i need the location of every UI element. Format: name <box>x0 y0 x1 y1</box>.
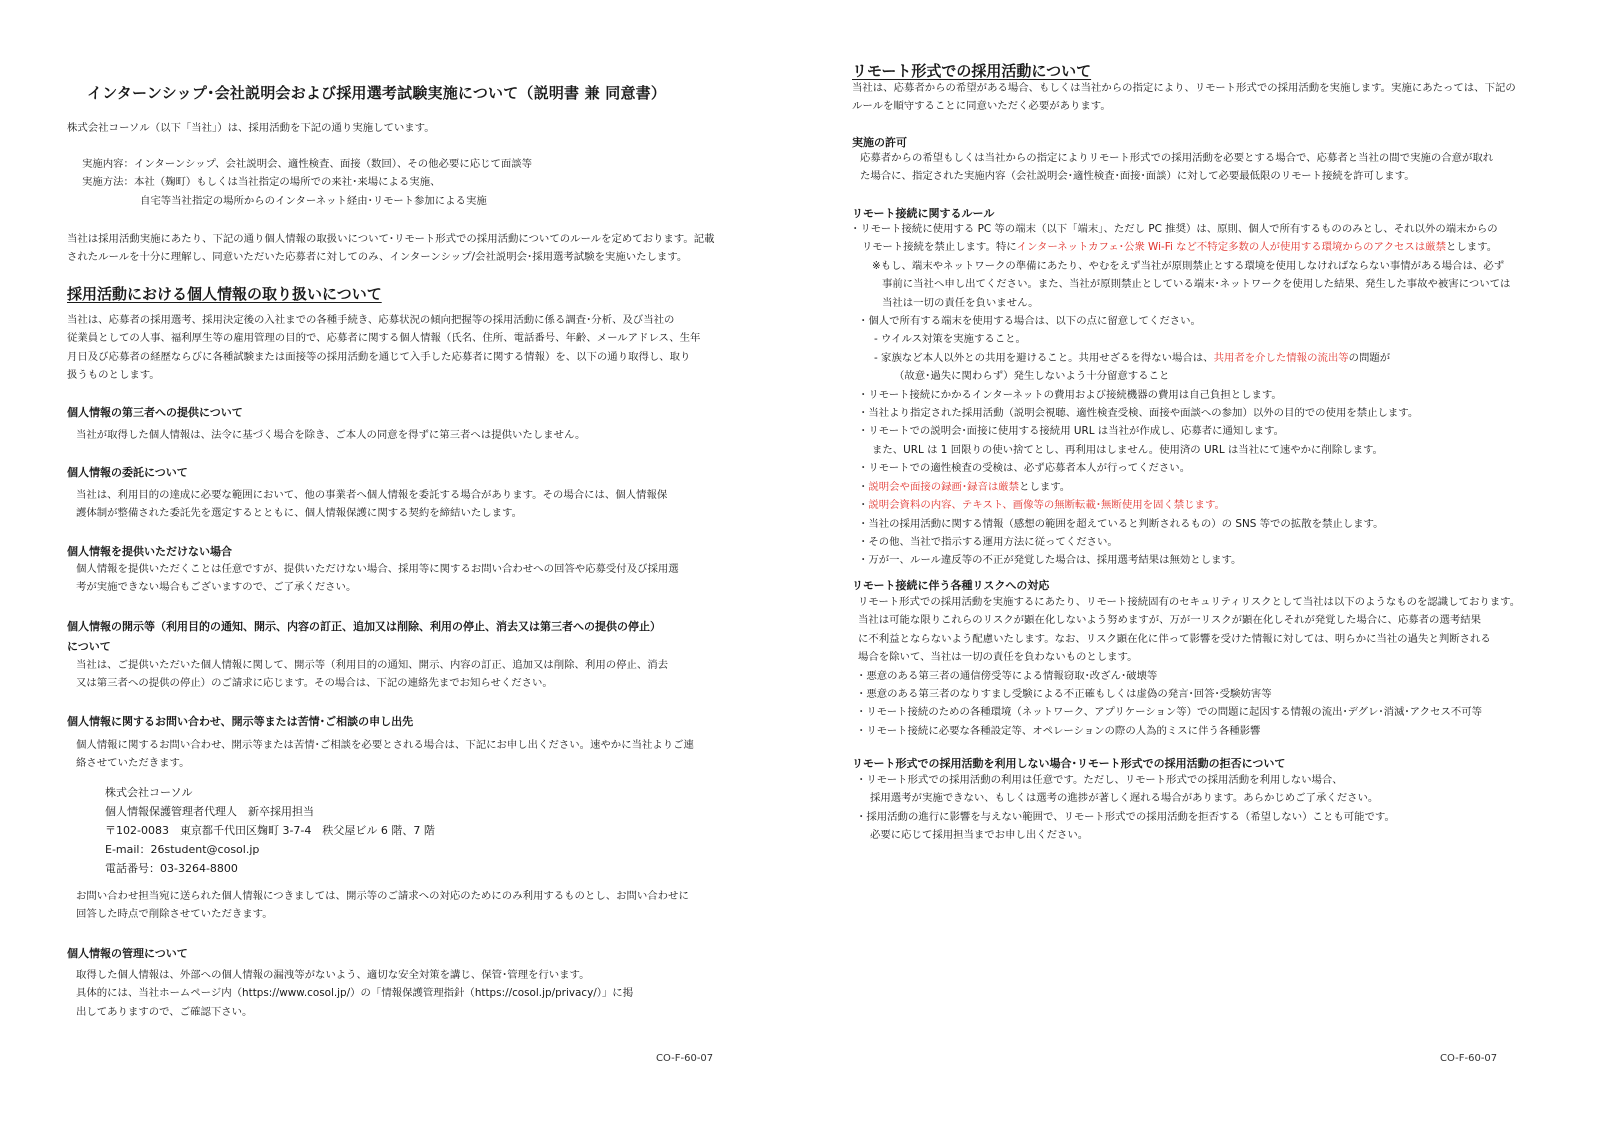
body-not-provided <box>76 560 679 597</box>
rule-8-emphasis: 説明会資料の内容、テキスト、画像等の無断転載･無断使用を固く禁じます。 <box>868 499 1225 512</box>
refuse-item-text: 採用活動の進行に影響を与えない範囲で、リモート形式での採用活動を拒否する（希望しない）ことも可能です。 <box>866 810 1395 823</box>
rule-1-emphasis: インターネットカフェ･公衆 Wi-Fi など不特定多数の人が使用する環境からのアクセスは厳禁 <box>1016 241 1446 254</box>
body-disclosure <box>76 656 668 693</box>
contact-manager: 個人情報保護管理者代理人 新卒採用担当 <box>105 805 314 818</box>
body-line: 具体的には、当社ホームページ内（https://www.cosol.jp/）の「情報保護管理指針（https://cosol.jp/privacy/）」に掲 <box>76 987 634 1000</box>
rule-2 <box>850 312 1510 330</box>
body-line: リモート形式での採用活動を実施するにあたり、リモート接続固有のセキュリティリスクとして当社は以下のようなものを認識しております。 <box>858 596 1521 608</box>
heading-disclosure <box>67 617 661 657</box>
risk-item-text: リモート接続に必要な各種設定等、オペレーションの際の人為的ミスに伴う各種影響 <box>866 724 1261 737</box>
impl-method: 実施方法：本社（麹町）もしくは当社指定の場所での来社･来場による実施、 <box>82 176 441 189</box>
heading-third-party: 個人情報の第三者への提供について <box>67 406 243 419</box>
rule-6 <box>850 459 1510 477</box>
body-management <box>76 966 633 1021</box>
refuse-item-2 <box>856 808 1395 826</box>
body-permission <box>860 149 1493 186</box>
impl-method-remote: 自宅等当社指定の場所からのインターネット経由･リモート参加による実施 <box>140 194 487 207</box>
heading-permission: 実施の許可 <box>852 136 907 149</box>
rule-3 <box>850 386 1510 404</box>
risk-item-text: 悪意のある第三者の通信傍受等による情報窃取･改ざん･破壊等 <box>866 669 1158 682</box>
rule-2-b-emphasis: 共用者を介した情報の流出等 <box>1213 351 1349 364</box>
risk-item <box>856 703 1520 721</box>
refuse-item-1 <box>856 771 1395 789</box>
rule-2-b-cont: （故意･過失に関わらず）発生しないよう十分留意すること <box>894 370 1170 383</box>
section-body-remote <box>852 79 1516 116</box>
body-line: ルールを順守することに同意いただく必要があります。 <box>852 100 1111 113</box>
heading-risk: リモート接続に伴う各種リスクへの対応 <box>852 579 1050 592</box>
heading-outsourcing: 個人情報の委託について <box>67 466 188 479</box>
rule-1-text: リモート接続を禁止します。特に <box>862 241 1017 254</box>
rules-intro-line: 当社は採用活動実施にあたり、下記の通り個人情報の取扱いについて･リモート形式での採用活動についてのルールを定めております。記載 <box>67 233 715 245</box>
rule-9-text: 当社の採用活動に関する情報（感想の範囲を超えていると判断されるもの）の SNS 等での拡散を禁止します。 <box>868 517 1384 530</box>
body-after-contact <box>76 887 689 924</box>
risk-item <box>856 667 1520 685</box>
rule-11 <box>850 551 1510 569</box>
body-line: 当社は、応募者の採用選考、採用決定後の入社までの各種手続き、応募状況の傾向把握等の採用活動に係る調査･分析、及び当社の <box>67 314 675 326</box>
heading-remote-rules: リモート接続に関するルール <box>852 207 995 220</box>
heading-not-provided: 個人情報を提供いただけない場合 <box>67 545 232 558</box>
document-title: インターンシップ･会社説明会および採用選考試験実施について（説明書 兼 同意書） <box>87 84 667 102</box>
right-page <box>800 0 1600 1131</box>
rule-4 <box>850 404 1510 422</box>
body-line: 当社は、利用目的の達成に必要な範囲において、他の事業者へ個人情報を委託する場合があります。その場合には、個人情報保 <box>76 489 668 501</box>
rule-10-text: その他、当社で指示する運用方法に従ってください。 <box>868 535 1118 548</box>
rule-1-line-2 <box>850 238 1510 256</box>
refuse-item-cont: 必要に応じて採用担当までお申し出ください。 <box>870 829 1089 842</box>
body-line: 従業員としての人事、福利厚生等の雇用管理の目的で、応募者に関する個人情報（氏名、住所、電話番号、年齢、メールアドレス、生年 <box>67 332 701 345</box>
rule-1-text: とします。 <box>1445 241 1498 254</box>
contact-company: 株式会社コーソル <box>105 786 193 799</box>
section-title-personal-info: 採用活動における個人情報の取り扱いについて <box>67 285 382 303</box>
heading-refuse: リモート形式での採用活動を利用しない場合･リモート形式での採用活動の拒否について <box>852 757 1286 770</box>
risk-item-text: リモート接続のための各種環境（ネットワーク、アプリケーション等）での問題に起因する情報の流出･デグレ･消滅･アクセス不可等 <box>866 706 1483 719</box>
heading-management: 個人情報の管理について <box>67 947 188 960</box>
body-line: 当社が取得した個人情報は、法令に基づく場合を除き、ご本人の同意を得ずに第三者へは提供いたしません。 <box>76 429 586 441</box>
body-line: 当社は、ご提供いただいた個人情報に関して、開示等（利用目的の通知、開示、内容の訂正、追加又は削除、利用の停止、消去 <box>76 659 669 671</box>
body-line: 護体制が整備された委託先を選定するとともに、個人情報保護に関する契約を締結いたします。 <box>76 507 522 520</box>
body-line: 応募者からの希望もしくは当社からの指定によりリモート形式での採用活動を必要とする場合で、応募者と当社の間で実施の合意が取れ <box>860 152 1494 164</box>
refuse-item-cont: 採用選考が実施できない、もしくは選考の進捗が著しく遅れる場合があります。あらかじめご了承ください。 <box>870 792 1379 805</box>
rule-1-line-1 <box>850 220 1510 238</box>
heading-line: 個人情報の開示等（利用目的の通知、開示、内容の訂正、追加又は削除、利用の停止、消去又は第三者への提供の停止） <box>67 620 661 633</box>
body-line: 回答した時点で削除させていただきます。 <box>76 908 273 921</box>
rule-7-text: とします。 <box>1019 480 1071 493</box>
remote-rules-list <box>850 220 1510 570</box>
heading-inquiry: 個人情報に関するお問い合わせ、開示等または苦情･ご相談の申し出先 <box>67 715 414 728</box>
contact-email: E-mail：26student@cosol.jp <box>105 843 260 856</box>
body-line: 場合を除いて、当社は一切の責任を負わないものとします。 <box>858 651 1138 664</box>
intro-text: 株式会社コーソル（以下「当社」）は、採用活動を下記の通り実施しています。 <box>67 122 435 134</box>
heading-line: について <box>67 640 111 653</box>
body-line: 取得した個人情報は、外部への個人情報の漏洩等がないよう、適切な安全対策を講じ、保管･管理を行います。 <box>76 969 590 981</box>
risk-item-text: 悪意のある第三者のなりすまし受験による不正確もしくは虚偽の発言･回答･受験妨害等 <box>866 688 1272 701</box>
contact-address: 〒102-0083 東京都千代田区麹町 3-7-4 秩父屋ビル 6 階、7 階 <box>105 824 435 837</box>
section-body-personal-info <box>67 311 700 385</box>
document-code: CO-F-60-07 <box>1440 1053 1498 1064</box>
body-line: 又は第三者への提供の停止）のご請求に応じます。その場合は、下記の連絡先までお知らせください。 <box>76 677 553 690</box>
rule-2-b-text: の問題が <box>1348 351 1391 364</box>
body-line: に不利益とならないよう配慮いたします。なお、リスク顕在化に伴って影響を受けた情報に対しては、明らかに当社の過失と判断される <box>858 632 1491 645</box>
rule-6-text: リモートでの適性検査の受検は、必ず応募者本人が行ってください。 <box>868 462 1191 475</box>
body-line: 扱うものとします。 <box>67 369 160 382</box>
body-inquiry <box>76 736 694 773</box>
implementation-list <box>82 155 532 210</box>
rule-1-note: 当社は一切の責任を負いません。 <box>882 296 1039 309</box>
body-line: 出してありますので、ご確認下さい。 <box>76 1005 253 1018</box>
section-title-remote: リモート形式での採用活動について <box>852 62 1092 80</box>
body-risk <box>858 593 1520 740</box>
rule-11-text: 万が一、ルール違反等の不正が発覚した場合は、採用選考結果は無効とします。 <box>868 554 1242 567</box>
body-refuse <box>856 771 1395 845</box>
body-line: 月日及び応募者の経歴ならびに各種試験または面接等の採用活動を通じて入手した応募者に関する情報）を、以下の通り取得し、取り <box>67 350 691 363</box>
risk-item <box>856 685 1520 703</box>
document-code: CO-F-60-07 <box>656 1053 714 1064</box>
body-line: 当社は、応募者からの希望がある場合、もしくは当社からの指定により、リモート形式での採用活動を実施します。実施にあたっては、下記の <box>852 82 1516 94</box>
rule-1-note: 事前に当社へ申し出てください。また、当社が原則禁止としている端末･ネットワークを使用した結果、発生した事故や被害については <box>882 278 1511 291</box>
rule-2-b-text: - 家族など本人以外との共用を避けること。共用せざるを得ない場合は、 <box>874 351 1214 364</box>
contact-phone: 電話番号：03-3264-8800 <box>105 862 238 875</box>
impl-content: 実施内容：インターンシップ、会社説明会、適性検査、面接（数回）、その他必要に応じて面談等 <box>82 158 533 170</box>
rule-10 <box>850 533 1510 551</box>
rule-8 <box>850 496 1510 514</box>
rule-2-a: - ウイルス対策を実施すること。 <box>874 333 1026 346</box>
rule-2-b <box>850 349 1510 367</box>
rule-3-text: リモート接続にかかるインターネットの費用および接続機器の費用は自己負担とします。 <box>868 388 1282 401</box>
body-line: 考が実施できない場合もございますので、ご了承ください。 <box>76 581 357 594</box>
rule-4-text: 当社より指定された採用活動（説明会視聴、適性検査受検、面接や面談への参加）以外の目的での使用を禁止します。 <box>868 407 1419 420</box>
rule-1-note: ※もし、端末やネットワークの準備にあたり、やむをえず当社が原則禁止とする環境を使用しなければならない事情がある場合は、必ず <box>872 259 1505 272</box>
rules-intro <box>67 230 715 267</box>
rule-9 <box>850 515 1510 533</box>
refuse-item-text: リモート形式での採用活動の利用は任意です。ただし、リモート形式での採用活動を利用しない場合、 <box>866 774 1343 786</box>
body-line: 個人情報を提供いただくことは任意ですが、提供いただけない場合、採用等に関するお問い合わせへの回答や応募受付及び採用選 <box>76 563 679 575</box>
risk-item <box>856 722 1520 740</box>
body-outsourcing <box>76 486 667 523</box>
rule-5-text: リモートでの説明会･面接に使用する接続用 URL は当社が作成し、応募者に通知します。 <box>868 425 1285 438</box>
rule-5 <box>850 422 1510 440</box>
body-third-party <box>76 426 585 444</box>
rule-5-cont: また、URL は 1 回限りの使い捨てとし、再利用はしません。使用済の URL は当社にて速やかに削除します。 <box>872 443 1383 456</box>
rule-7-emphasis: 説明会や面接の録画･録音は厳禁 <box>868 480 1020 493</box>
rule-2-text: 個人で所有する端末を使用する場合は、以下の点に留意してください。 <box>868 315 1201 328</box>
body-line: お問い合わせ担当宛に送られた個人情報につきましては、開示等のご請求への対応のためにのみ利用するものとし、お問い合わせに <box>76 890 689 902</box>
body-line: 当社は可能な限りこれらのリスクが顕在化しないよう努めますが、万が一リスクが顕在化しそれが発覚した場合に、応募者の選考結果 <box>858 614 1482 627</box>
rules-intro-line: されたルールを十分に理解し、同意いただいた応募者に対してのみ、インターンシップ/会社説明会･採用選考試験を実施いたします。 <box>67 251 688 264</box>
contact-block <box>105 783 435 878</box>
body-line: た場合に、指定された実施内容（会社説明会･適性検査･面接･面談）に対して必要最低限のリモート接続を許可します。 <box>860 170 1415 183</box>
rule-1-text: リモート接続に使用する PC 等の端末（以下「端末」、ただし PC 推奨）は、原則、個人で所有するもののみとし、それ以外の端末からの <box>860 223 1498 235</box>
body-line: 個人情報に関するお問い合わせ、開示等または苦情･ご相談を必要とされる場合は、下記にお申し出ください。速やかに当社よりご連 <box>76 739 694 751</box>
rule-7 <box>850 478 1510 496</box>
body-line: 絡させていただきます。 <box>76 757 190 770</box>
